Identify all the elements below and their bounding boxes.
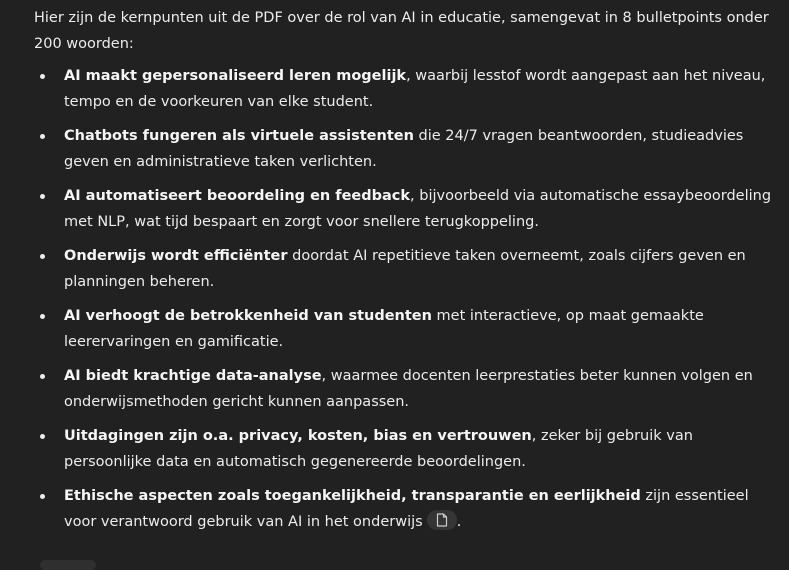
bullet-bold: AI maakt gepersonaliseerd leren mogelijk (64, 68, 407, 84)
intro-text: Hier zijn de kernpunten uit de PDF over de rol van AI in educatie, samengevat in 8 bulletpoints onder 200 woorden: (34, 10, 769, 52)
bullet-text: , zeker bij gebruik van persoonlijke data en automatisch gegenereerde beoordelingen. (64, 428, 693, 470)
assistant-message (34, 5, 779, 543)
bullet-end: . (456, 514, 462, 530)
action-bar-hint (40, 560, 96, 570)
bullet-bold: AI automatiseert beoordeling en feedback (64, 188, 411, 204)
bullet-bold: AI biedt krachtige data-analyse (64, 368, 322, 384)
list-item (34, 303, 779, 355)
list-item (34, 183, 779, 235)
bullet-bold: Uitdagingen zijn o.a. privacy, kosten, bias en vertrouwen (64, 428, 532, 444)
list-item (34, 243, 779, 295)
bullet-text: , bijvoorbeeld via automatische essaybeoordeling met NLP, wat tijd bespaart en zorgt voor snellere terugkoppeling. (64, 188, 772, 230)
bullet-bold: Chatbots fungeren als virtuele assistenten (64, 128, 414, 144)
list-item (34, 123, 779, 175)
source-citation-button[interactable] (427, 510, 457, 530)
bullet-text: doordat AI repetitieve taken overneemt, zoals cijfers geven en planningen beheren. (64, 248, 746, 290)
bullet-text: zijn essentieel voor verantwoord gebruik van AI in het onderwijs (64, 488, 749, 530)
bullet-text: , waarmee docenten leerprestaties beter kunnen volgen en onderwijsmethoden gericht kunnen aanpassen. (64, 368, 753, 410)
list-item (34, 483, 779, 535)
list-item (34, 363, 779, 415)
bullet-text: , waarbij lesstof wordt aangepast aan het niveau, tempo en de voorkeuren van elke student. (64, 68, 766, 110)
file-icon (436, 513, 448, 527)
bullet-text: met interactieve, op maat gemaakte leerervaringen en gamificatie. (64, 308, 704, 350)
bullet-bold: Onderwijs wordt efficiënter (64, 248, 288, 264)
list-item (34, 423, 779, 475)
bullet-bold: Ethische aspecten zoals toegankelijkheid, transparantie en eerlijkheid (64, 488, 641, 504)
bullet-text: die 24/7 vragen beantwoorden, studieadvies geven en administratieve taken verlichten. (64, 128, 744, 170)
list-item (34, 63, 779, 115)
bullet-bold: AI verhoogt de betrokkenheid van studenten (64, 308, 432, 324)
bullet-list (34, 63, 779, 535)
